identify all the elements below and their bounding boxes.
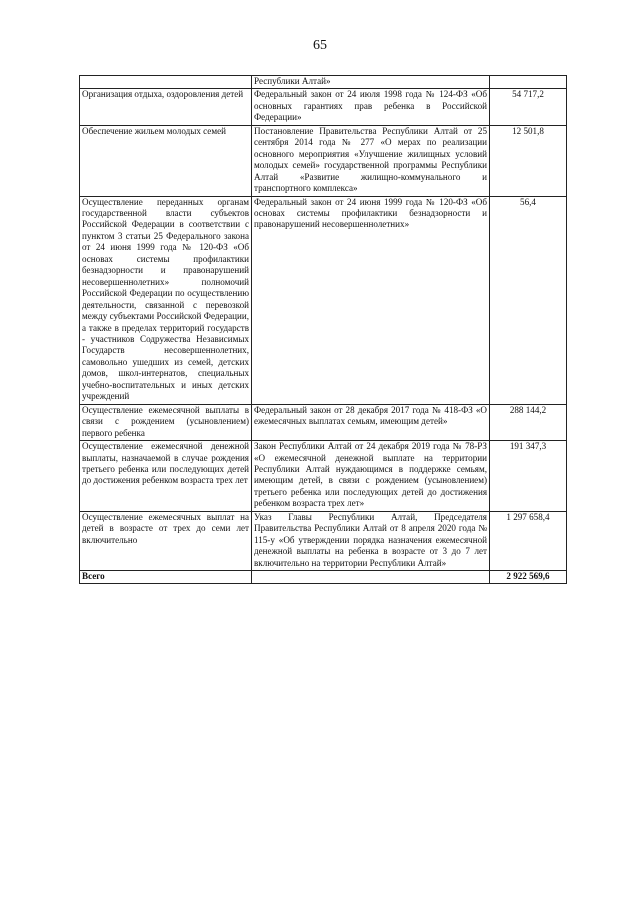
- amount-cell: 288 144,2: [490, 404, 567, 440]
- page-number: 65: [313, 38, 327, 53]
- table-row: [80, 125, 567, 196]
- legal-basis-cell: Указ Главы Республики Алтай, Председателя Правительства Республики Алтай от 8 апреля 2020 года № 115-у «Об утверждении порядка назначения ежемесячной денежной выплаты на ребенка в возрасте от 3 до 7 лет включительно на территории Республики Алтай»: [252, 511, 490, 570]
- legal-basis-cell: Постановление Правительства Республики Алтай от 25 сентября 2014 года № 277 «О мерах по реализации основного мероприятия «Улучшение жилищных условий молодых семей» государственной программы Республики Алтай «Развитие жилищно-коммунального и транспортного комплекса»: [252, 125, 490, 196]
- expense-name-cell: Организация отдыха, оздоровления детей: [80, 89, 252, 125]
- total-basis-cell: [252, 571, 490, 584]
- table-row: [80, 404, 567, 440]
- expense-name-cell: Осуществление переданных органам государственной власти субъектов Российской Федерации в соответствии с пунктом 3 статьи 25 Федерального закона от 24 июня 1999 года № 120-ФЗ «Об основах системы профилактики безнадзорности и правонарушений несовершеннолетних» полномочий Российской Федерации по осуществлению деятельности, связанной с перевозкой между субъектами Российской Федерации, а также в пределах территорий государств - участников Содружества Независимых Государств несовершеннолетних, самовольно ушедших из семей, детских домов, школ-интернатов, специальных учебно-воспитательных и иных детских учреждений: [80, 196, 252, 404]
- expense-name-cell: Обеспечение жильем молодых семей: [80, 125, 252, 196]
- table-row: [80, 196, 567, 404]
- table-row: [80, 89, 567, 125]
- legal-basis-cell: Закон Республики Алтай от 24 декабря 2019 года № 78-РЗ «О ежемесячной денежной выплате на территории Республики Алтай нуждающимся в поддержке семьям, имеющим детей, в связи с рождением (усыновлением) третьего ребенка или последующих детей до достижения ребенком возраста трех лет»: [252, 441, 490, 512]
- budget-table: [79, 75, 567, 584]
- expense-name-cell: Осуществление ежемесячной выплаты в связи с рождением (усыновлением) первого ребенка: [80, 404, 252, 440]
- amount-cell: 56,4: [490, 196, 567, 404]
- table-row: [80, 511, 567, 570]
- amount-cell: [490, 76, 567, 89]
- table-row: [80, 441, 567, 512]
- total-label: Всего: [80, 571, 252, 584]
- legal-basis-cell: Федеральный закон от 28 декабря 2017 года № 418-ФЗ «О ежемесячных выплатах семьям, имеющим детей»: [252, 404, 490, 440]
- amount-cell: 191 347,3: [490, 441, 567, 512]
- expense-name-cell: [80, 76, 252, 89]
- table-row: [80, 76, 567, 89]
- expense-name-cell: Осуществление ежемесячной денежной выплаты, назначаемой в случае рождения третьего ребенка или последующих детей до достижения ребенком возраста трех лет: [80, 441, 252, 512]
- total-amount: 2 922 569,6: [490, 571, 567, 584]
- total-row: [80, 571, 567, 584]
- legal-basis-cell: Федеральный закон от 24 июля 1998 года № 124-ФЗ «Об основных гарантиях прав ребенка в Российской Федерации»: [252, 89, 490, 125]
- amount-cell: 12 501,8: [490, 125, 567, 196]
- amount-cell: 54 717,2: [490, 89, 567, 125]
- legal-basis-cell: Федеральный закон от 24 июня 1999 года № 120-ФЗ «Об основах системы профилактики безнадзорности и правонарушений несовершеннолетних»: [252, 196, 490, 404]
- expense-name-cell: Осуществление ежемесячных выплат на детей в возрасте от трех до семи лет включительно: [80, 511, 252, 570]
- legal-basis-cell: Республики Алтай»: [252, 76, 490, 89]
- amount-cell: 1 297 658,4: [490, 511, 567, 570]
